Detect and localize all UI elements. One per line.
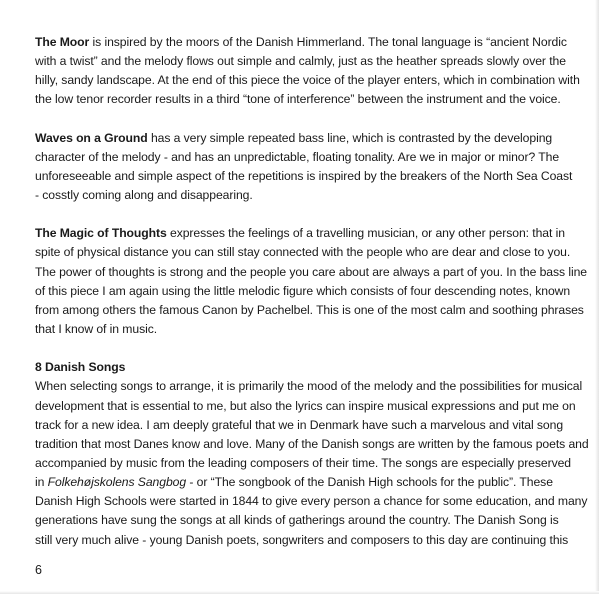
section-8-danish-songs: [35, 358, 589, 550]
page-content: [35, 33, 589, 569]
text-line: from among others the famous Canon by Pachelbel. This is one of the most calm and soothing phrases: [35, 302, 584, 317]
section-heading-8-danish-songs: 8 Danish Songs: [35, 360, 126, 375]
text-line: that I know of in music.: [35, 322, 158, 337]
text-line: spite of physical distance you can still stay connected with the people who are dear and close to you.: [35, 245, 571, 260]
text-line: The Moor is inspired by the moors of the Danish Himmerland. The tonal language is “ancient Nordic: [35, 35, 567, 49]
text-line: the low tenor recorder results in a third “tone of interference” between the instrument and the voice.: [35, 92, 561, 107]
text-line: of this piece I am again using the little melodic figure which consists of four descending notes, known: [35, 283, 571, 298]
text-line: generations have sung the songs at all kinds of gatherings around the country. The Danish Song is: [35, 513, 559, 528]
text-line: - cosstly coming along and disappearing.: [35, 188, 253, 203]
text-line: tradition that most Danes know and love. Many of the Danish songs are written by the famous poets and: [35, 436, 589, 451]
text-line: Danish High Schools were started in 1844 to give every person a chance for some education, and many: [35, 494, 588, 509]
text-line: track for a new idea. I am deeply grateful that we in Denmark have such a marvelous and vital song: [35, 417, 564, 432]
paragraph-waves-on-a-ground: [35, 129, 573, 206]
piece-title-the-moor: The Moor: [35, 35, 90, 49]
text-line: hilly, sandy landscape. At the end of this piece the voice of the player enters, which in combination with: [35, 73, 580, 88]
text-line: character of the melody - and has an unpredictable, floating tonality. Are we in major or minor? The: [35, 149, 560, 164]
paragraph-the-magic-of-thoughts: [35, 224, 587, 339]
text-line: unforeseeable and simple aspect of the repetitions is inspired by the breakers of the North Sea Coast: [35, 168, 573, 183]
text-line: in Folkehøjskolens Sangbog - or “The songbook of the Danish High schools for the public”. These: [35, 475, 553, 490]
book-title-folkehojskolens-sangbog: Folkehøjskolens Sangbog: [47, 475, 187, 490]
text-line: The power of thoughts is strong and the people you care about are always a part of you. In the bass line: [35, 264, 587, 279]
text-line: When selecting songs to arrange, it is primarily the mood of the melody and the possibilities for musical: [35, 379, 583, 394]
page-edge-shadow: [595, 0, 599, 594]
paragraph-the-moor: [35, 33, 580, 110]
piece-title-the-magic-of-thoughts: The Magic of Thoughts: [35, 226, 167, 241]
text-line: development that is essential to me, but also the lyrics can inspire musical expressions and put me on: [35, 398, 576, 413]
text-line: with a twist” and the melody flows out simple and calmly, just as the heather spreads slowly over the: [35, 54, 566, 69]
text-line: Waves on a Ground has a very simple repeated bass line, which is contrasted by the developing: [35, 130, 553, 145]
text-line: still very much alive - young Danish poets, songwriters and composers to this day are continuing this: [35, 532, 569, 547]
piece-title-waves-on-a-ground: Waves on a Ground: [35, 130, 148, 145]
page-number: 6: [35, 563, 42, 577]
text-line: The Magic of Thoughts expresses the feelings of a travelling musician, or any other person: that in: [35, 226, 565, 241]
text-line: accompanied by music from the leading composers of their time. The songs are especially preserved: [35, 455, 571, 470]
